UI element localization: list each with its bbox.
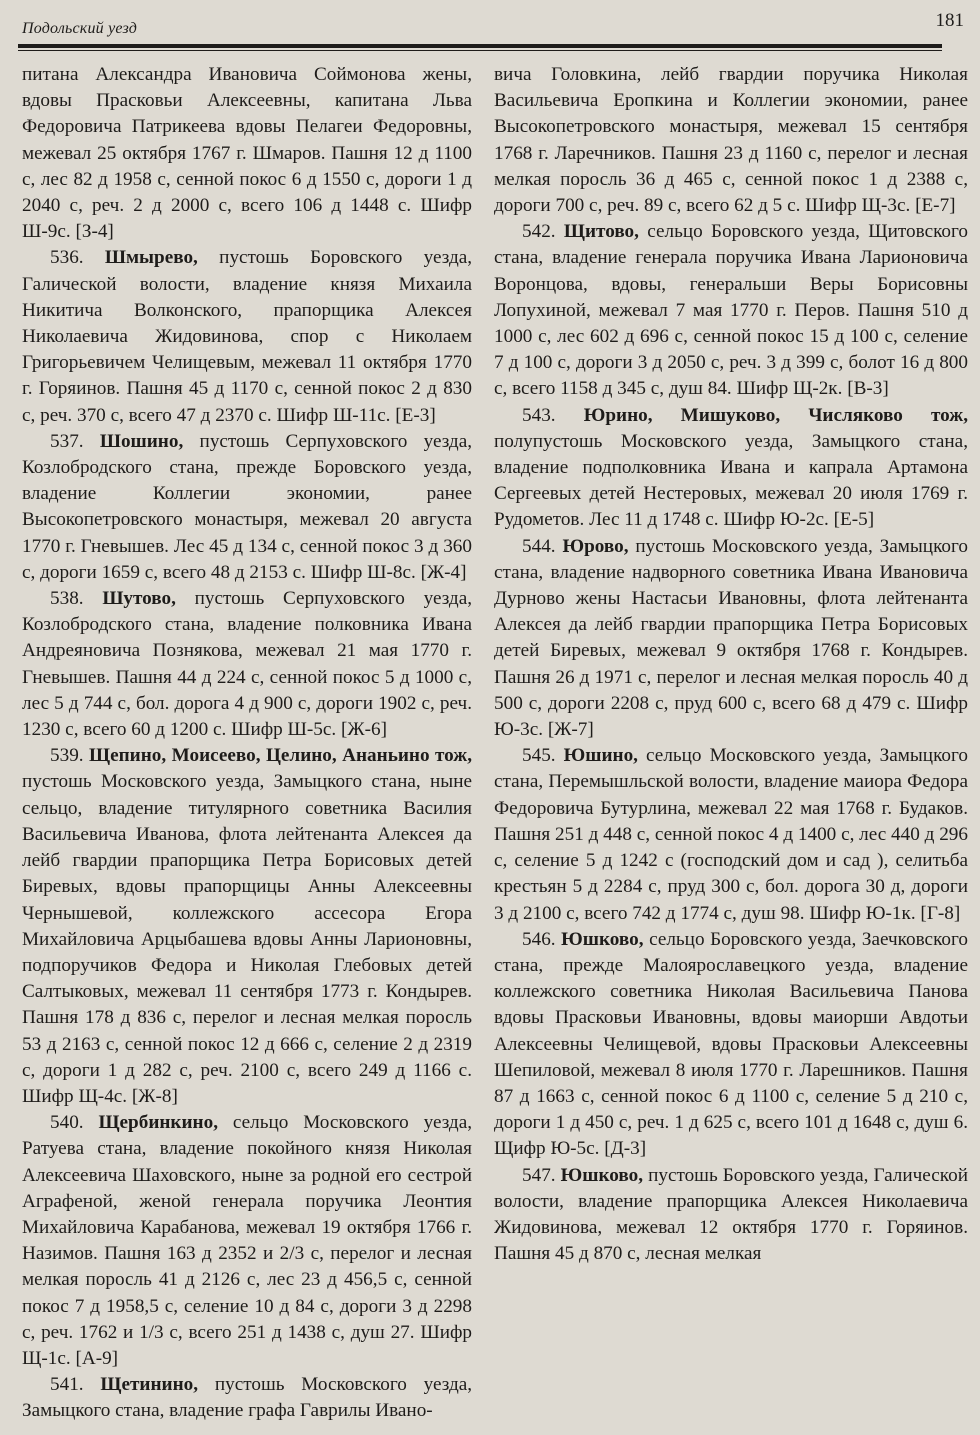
entry-text: сельцо Боровского уезда, Щитовского стана, владение генерала поручика Ивана Ларионовича Воронцова, вдовы, генеральши Веры Борисовны Лопухиной, межевал 7 мая 1770 г. Перов. Пашня 510 д 1000 с, лес 602 д 696 с, сенной покос 15 д 100 с, селение 7 д 100 с, дороги 3 д 2050 с, реч. 3 д 399 с, болот 16 д 800 с, всего 1158 д 345 с, душ 84. Шифр Щ-2к. [В-3]	[494, 221, 969, 400]
place-name: Юшино,	[563, 745, 638, 767]
entry-number: 538.	[50, 588, 84, 610]
entry-text: питана Александра Ивановича Соймонова жены, вдовы Прасковьи Алексеевны, капитана Льва Федоровича Патрикеева вдовы Пелагеи Федоровны, межевал 25 октября 1767 г. Шмаров. Пашня 12 д 1100 с, лес 82 д 1958 с, сенной покос 6 д 1550 с, дороги 1 д 2040 с, реч. 2 д 2000 с, всего 106 д 1448 с. Шифр Ш-9с. [З-4]	[22, 64, 472, 243]
gazetteer-entry	[22, 245, 472, 428]
entry-number: 537.	[50, 430, 84, 452]
place-name: Щетинино,	[100, 1374, 199, 1396]
section-title: Подольский уезд	[22, 20, 137, 37]
place-name: Щербинкино,	[98, 1112, 218, 1134]
entry-number: 539.	[50, 745, 84, 767]
place-name: Щитово,	[563, 221, 639, 243]
gazetteer-entry	[494, 927, 968, 1163]
header-rule-thin	[18, 50, 942, 51]
gazetteer-entry	[22, 743, 472, 1110]
entry-text: пустошь Боровского уезда, Галической волости, владение князя Михаила Никитича Волконского, прапорщика Алексея Николаевича Жидовинова, спор с Николаем Григорьевичем Челищевым, межевал 11 октября 1770 г. Горяинов. Пашня 45 д 1170 с, сенной покос 2 д 830 с, реч. 370 с, всего 47 д 2370 с. Шифр Ш-11с. [Е-3]	[22, 247, 473, 426]
entry-text: пустошь Серпуховского уезда, Козлобродского стана, прежде Боровского уезда, владение Коллегии экономии, ранее Высокопетровского монастыря, межевал 20 августа 1770 г. Гневышев. Лес 45 д 134 с, сенной покос 3 д 360 с, дороги 1659 с, всего 48 д 2153 с. Шифр Ш-8с. [Ж-4]	[22, 430, 473, 583]
place-name: Юрово,	[562, 535, 629, 557]
gazetteer-entry	[22, 586, 472, 743]
entry-text: полупустошь Московского уезда, Замыцкого стана, владение подполковника Ивана и капрала Артамона Сергеевых детей Нестеровых, межевал 20 июля 1769 г. Рудометов. Лес 11 д 1748 с. Шифр Ю-2с. [Е-5]	[494, 430, 968, 531]
place-name: Юшково,	[560, 1164, 643, 1186]
left-column	[22, 62, 472, 1425]
gazetteer-entry	[494, 534, 968, 744]
entry-text: сельцо Московского уезда, Ратуева стана, владение покойного князя Николая Алексеевича Шаховского, ныне за родной его сестрой Аграфеной, женой генерала поручика Леонтия Михайловича Карабанова, межевал 19 октября 1766 г. Назимов. Пашня 163 д 2352 и 2/3 с, перелог и лесная мелкая поросль 41 д 2126 с, лес 23 д 456,5 с, сенной покос 7 д 1958,5 с, селение 10 д 84 с, дороги 3 д 2298 с, реч. 1762 и 1/3 с, всего 251 д 1438 с, душ 27. Шифр Щ-1с. [А-9]	[22, 1112, 473, 1369]
place-name: Юрино, Мишуково, Числяково тож,	[583, 404, 969, 426]
gazetteer-entry	[494, 743, 968, 926]
entry-text: пустошь Боровского уезда, Галической волости, владение прапорщика Алексея Николаевича Жидовинова, межевал 12 октября 1770 г. Горяинов. Пашня 45 д 870 с, лесная мелкая	[494, 1164, 969, 1265]
entry-number: 546.	[522, 928, 556, 950]
gazetteer-entry	[494, 403, 968, 534]
entry-text: вича Головкина, лейб гвардии поручика Николая Васильевича Еропкина и Коллегии экономии, ранее Высокопетровского монастыря, межевал 15 сентября 1768 г. Ларечников. Пашня 23 д 1160 с, перелог и лесная мелкая поросль 36 д 465 с, сенной покос 1 д 2388 с, дороги 700 с, реч. 89 с, всего 62 д 5 с. Шифр Щ-3с. [Е-7]	[494, 64, 968, 217]
gazetteer-entry	[22, 1110, 472, 1372]
entry-number: 536.	[50, 247, 84, 269]
entry-text: пустошь Московского уезда, Замыцкого стана, ныне сельцо, владение титулярного советника Василия Васильевича Иванова, флота лейтенанта Алексея да лейб гвардии прапорщика Петра Борисовых детей Биревых, вдовы прапорщицы Анны Алексеевны Чернышевой, коллежского ассесора Егора Михайловича Арцыбашева вдовы Анны Ларионовны, подпоручиков Федора и Николая Глебовых детей Салтыковых, межевал 11 сентября 1773 г. Кондырев. Пашня 178 д 836 с, перелог и лесная мелкая поросль 53 д 2163 с, сенной покос 12 д 666 с, селение 2 д 2319 с, дороги 1 д 282 с, реч. 2100 с, всего 249 д 1166 с. Шифр Щ-4с. [Ж-8]	[22, 771, 472, 1107]
entry-number: 547.	[522, 1164, 556, 1186]
entry-number: 544.	[522, 535, 556, 557]
entry-number: 542.	[522, 221, 556, 243]
continued-paragraph	[22, 62, 472, 245]
header-rule-thick	[18, 44, 942, 48]
place-name: Юшково,	[561, 928, 644, 950]
entry-number: 540.	[50, 1112, 84, 1134]
place-name: Шмырево,	[104, 247, 198, 269]
continued-paragraph	[494, 62, 968, 219]
entry-number: 541.	[50, 1374, 84, 1396]
entry-text: сельцо Московского уезда, Замыцкого стана, Перемышльской волости, владение маиора Федора Федоровича Бутурлина, межевал 22 мая 1768 г. Будаков. Пашня 251 д 448 с, сенной покос 4 д 1400 с, лес 440 д 296 с, селение 5 д 1242 с (господский дом и сад ), селитьба крестьян 5 д 2284 с, пруд 300 с, бол. дорога 30 д, дороги 3 д 2100 с, всего 742 д 1774 с, душ 98. Шифр Ю-1к. [Г-8]	[494, 745, 968, 924]
right-column	[494, 62, 968, 1267]
entry-number: 543.	[522, 404, 556, 426]
gazetteer-entry	[22, 1372, 472, 1424]
gazetteer-entry	[22, 429, 472, 586]
place-name: Щепино, Моисеево, Целино, Ананьино тож,	[89, 745, 473, 767]
gazetteer-entry	[494, 219, 968, 402]
page-number: 181	[935, 10, 964, 31]
entry-number: 545.	[522, 745, 556, 767]
gazetteer-entry	[494, 1163, 968, 1268]
place-name: Шошино,	[99, 430, 184, 452]
entry-text: пустошь Московского уезда, Замыцкого стана, владение надворного советника Ивана Ивановича Дурново жены Настасьи Ивановны, флота лейтенанта Алексея да лейб гвардии прапорщика Петра Борисовых детей Биревых, межевал 9 октября 1768 г. Кондырев. Пашня 26 д 1971 с, перелог и лесная мелкая поросль 40 д 500 с, дороги 2208 с, пруд 600 с, всего 68 д 479 с. Шифр Ю-3с. [Ж-7]	[494, 535, 969, 741]
entry-text: пустошь Московского уезда, Замыцкого стана, владение графа Гаврилы Ивано-	[22, 1374, 473, 1422]
entry-text: пустошь Серпуховского уезда, Козлобродского стана, владение полковника Ивана Андреяновича Познякова, межевал 21 мая 1770 г. Гневышев. Пашня 44 д 224 с, сенной покос 5 д 1000 с, лес 5 д 744 с, бол. дорога 4 д 900 с, дороги 1902 с, реч. 1230 с, всего 60 д 1200 с. Шифр Ш-5с. [Ж-6]	[22, 588, 473, 741]
place-name: Шутово,	[102, 588, 176, 610]
entry-text: сельцо Боровского уезда, Заечковского стана, прежде Малоярославецкого уезда, владение коллежского советника Николая Васильевича Панова вдовы Прасковьи Ивановны, вдовы маиорши Авдотьи Алексеевны Челищевой, вдовы Прасковьи Алексеевны Шепиловой, межевал 8 июля 1770 г. Ларешников. Пашня 87 д 1663 с, сенной покос 6 д 1100 с, селение 5 д 210 с, дороги 1 д 450 с, реч. 1 д 625 с, всего 101 д 1648 с, душ 6. Щифр Ю-5с. [Д-3]	[494, 928, 968, 1160]
running-header	[18, 8, 970, 44]
